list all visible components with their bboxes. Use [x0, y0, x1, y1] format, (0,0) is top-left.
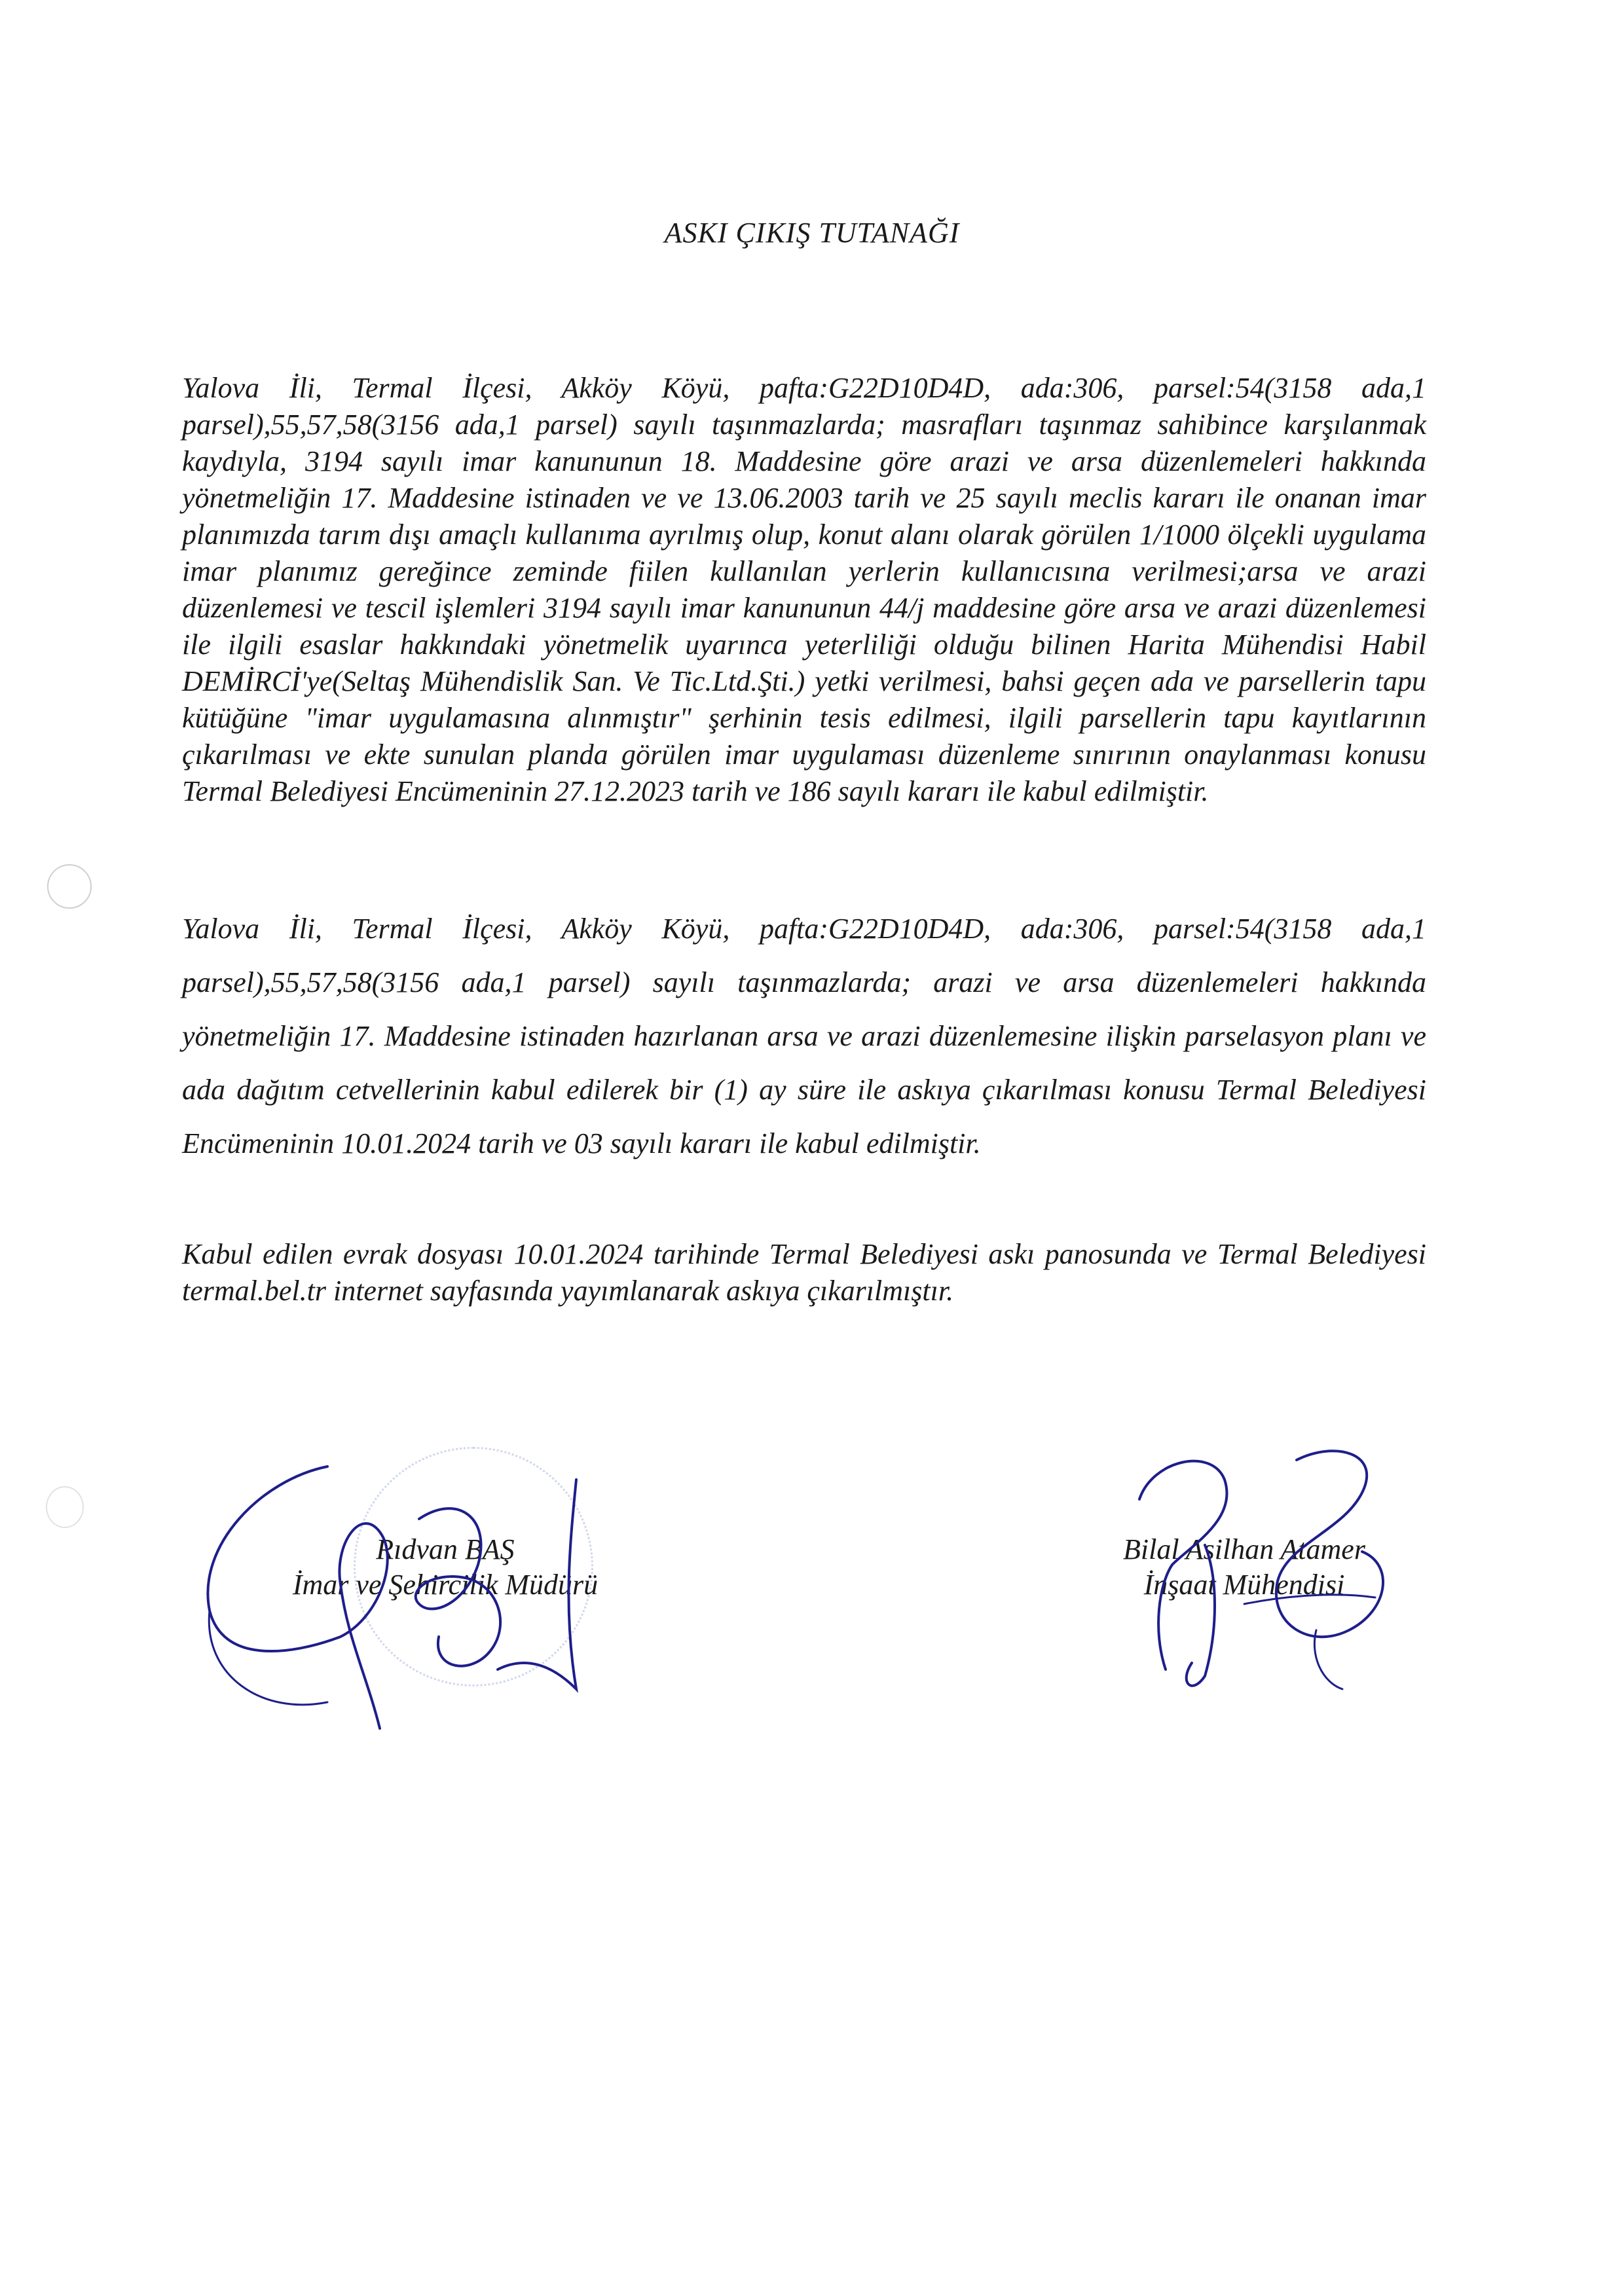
signatory-name: Bilal Asilhan Atamer: [1123, 1533, 1365, 1565]
punch-hole-mark: [46, 1486, 84, 1528]
signatory-name: Rıdvan BAŞ: [376, 1533, 515, 1565]
paragraph-publication: Kabul edilen evrak dosyası 10.01.2024 tarihinde Termal Belediyesi askı panosunda ve Termal Belediyesi termal.bel.tr internet sayfasında yayımlanarak askıya çıkarılmıştır.: [182, 1238, 1426, 1307]
paragraph-decision-2: Yalova İli, Termal İlçesi, Akköy Köyü, pafta:G22D10D4D, ada:306, parsel:54(3158 ada,1 parsel),55,57,58(3156 ada,1 parsel) sayılı taşınmazlarda; arazi ve arsa düzenlemeleri hakkında yönetmeliğin 17. Maddesine istinaden hazırlanan arsa ve arazi düzenlemesine ilişkin parselasyon planı ve ada dağıtım cetvellerinin kabul edilerek bir (1) ay süre ile askıya çıkarılması konusu Termal Belediyesi Encümeninin 10.01.2024 tarih ve 03 sayılı kararı ile kabul edilmiştir.: [182, 913, 1426, 1159]
signature-block-right: [1074, 1532, 1414, 1603]
punch-hole-mark: [47, 864, 92, 909]
signatory-role: İmar ve Şehircilik Müdürü: [292, 1569, 599, 1601]
signature-block-left: [249, 1532, 642, 1603]
paragraph-decision-1: Yalova İli, Termal İlçesi, Akköy Köyü, pafta:G22D10D4D, ada:306, parsel:54(3158 ada,1 parsel),55,57,58(3156 ada,1 parsel) sayılı taşınmazlarda; masrafları taşınmaz sahibince karşılanmak kaydıyla, 3194 sayılı imar kanununun 18. Maddesine göre arazi ve arsa düzenlemeleri hakkında yönetmeliğin 17. Maddesine istinaden ve ve 13.06.2003 tarih ve 25 sayılı meclis kararı ile onanan imar planımızda tarım dışı amaçlı kullanıma ayrılmış olup, konut alanı olarak görülen 1/1000 ölçekli uygulama imar planımız gereğince zeminde fiilen kullanılan yerlerin kullanıcısına verilmesi;arsa ve arazi düzenlemesi ve tescil işlemleri 3194 sayılı imar kanununun 44/j maddesine göre arsa ve arazi düzenlemesi ile ilgili esaslar hakkındaki yönetmelik uyarınca yeterliliği olduğu bilinen Harita Mühendisi Habil DEMİRCİ'ye(Seltaş Mühendislik San. Ve Tic.Ltd.Şti.) yetki verilmesi, bahsi geçen ada ve parsellerin tapu kütüğüne "imar uygulamasına alınmıştır" şerhinin tesis edilmesi, ilgili parsellerin tapu kayıtlarının çıkarılması ve ekte sunulan planda görülen imar uygulaması düzenleme sınırının onaylanması konusu Termal Belediyesi Encümeninin 27.12.2023 tarih ve 186 sayılı kararı ile kabul edilmiştir.: [182, 372, 1426, 807]
document-title: ASKI ÇIKIŞ TUTANAĞI: [664, 217, 960, 249]
signatory-role: İnşaat Mühendisi: [1143, 1569, 1345, 1601]
